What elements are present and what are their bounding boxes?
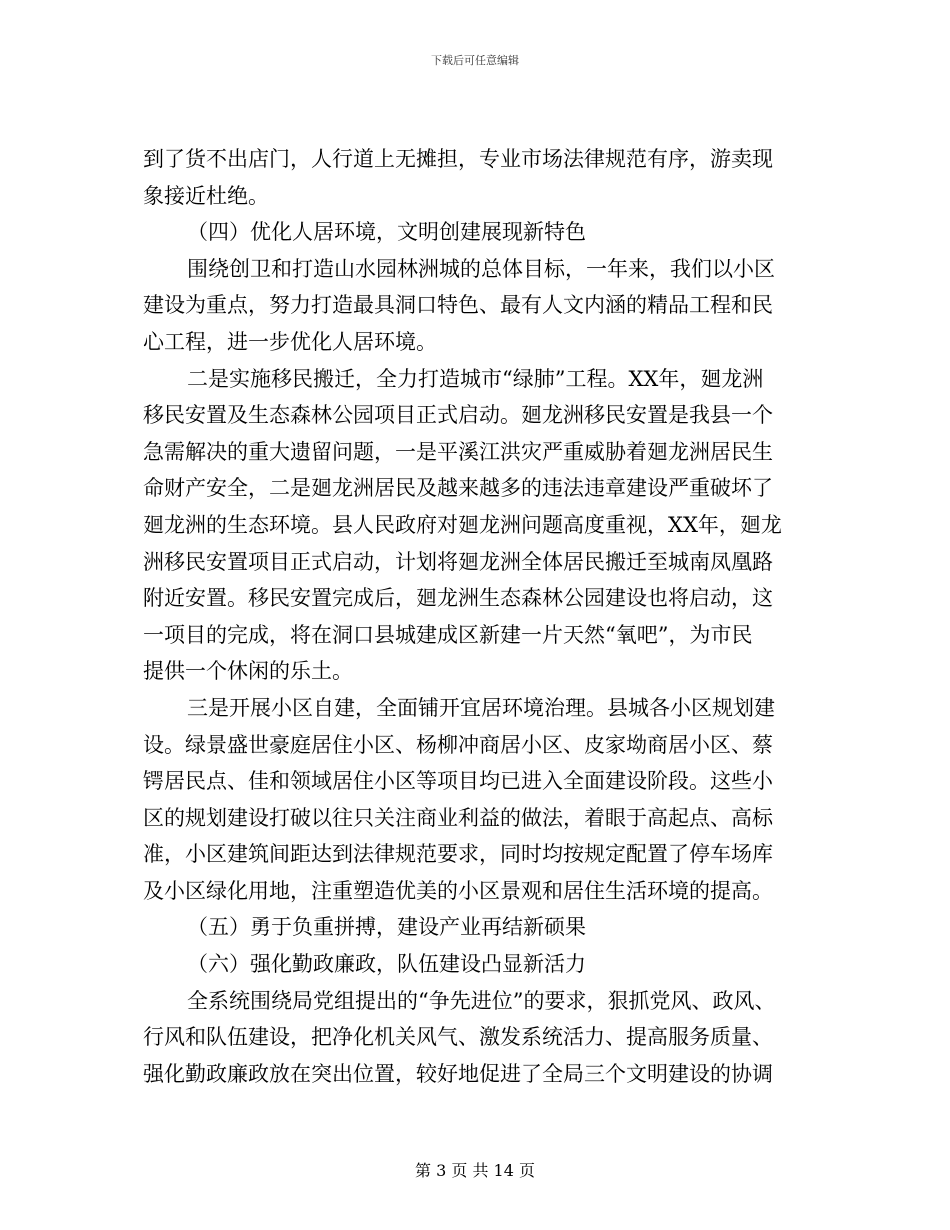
text-line: 强化勤政廉政放在突出位置，较好地促进了全局三个文明建设的协调 xyxy=(143,1061,773,1086)
section-heading: （四）优化人居环境，文明创建展现新特色 xyxy=(187,220,586,245)
document-body xyxy=(143,141,813,1092)
text-line: 洲移民安置项目正式启动，计划将廻龙洲全体居民搬迁至城南凤凰路 xyxy=(143,549,773,574)
text-line: 到了货不出店门，人行道上无摊担，专业市场法律规范有序，游卖现 xyxy=(143,147,773,171)
page-header-note: 下载后可任意编辑 xyxy=(431,54,519,67)
text-line: 廻龙洲的生态环境。县人民政府对廻龙洲问题高度重视，XX年，廻龙 xyxy=(143,512,782,537)
text-line: 急需解决的重大遗留问题，一是平溪江洪灾严重威胁着廻龙洲居民生 xyxy=(143,439,773,464)
text-line: 建设为重点，努力打造最具洞口特色、最有人文内涵的精品工程和民 xyxy=(143,293,773,318)
text-line: 提供一个休闲的乐土。 xyxy=(143,659,353,684)
text-line: 二是实施移民搬迁，全力打造城市“绿肺”工程。XX年，廻龙洲 xyxy=(187,366,764,391)
text-line: 区的规划建设打破以往只关注商业利益的做法，着眼于高起点、高标 xyxy=(143,805,773,830)
text-line: 心工程，进一步优化人居环境。 xyxy=(143,329,437,354)
text-line: 三是开展小区自建，全面铺开宜居环境治理。县城各小区规划建 xyxy=(187,695,775,720)
text-line: 命财产安全，二是廻龙洲居民及越来越多的违法违章建设严重破坏了 xyxy=(143,476,773,501)
text-line: 移民安置及生态森林公园项目正式启动。廻龙洲移民安置是我县一个 xyxy=(143,403,773,428)
text-line: 准，小区建筑间距达到法律规范要求，同时均按规定配置了停车场库 xyxy=(143,842,773,867)
text-line: 围绕创卫和打造山水园林洲城的总体目标，一年来，我们以小区 xyxy=(187,256,775,281)
text-line: 及小区绿化用地，注重塑造优美的小区景观和居住生活环境的提高。 xyxy=(143,878,773,903)
text-line: 全系统围绕局党组提出的“争先进位”的要求，狠抓党风、政风、 xyxy=(187,988,776,1013)
text-line: 设。绿景盛世豪庭居住小区、杨柳冲商居小区、皮家坳商居小区、蔡 xyxy=(143,732,773,757)
section-heading: （六）强化勤政廉政，队伍建设凸显新活力 xyxy=(187,952,586,977)
text-line: 锷居民点、佳和领域居住小区等项目均已进入全面建设阶段。这些小 xyxy=(143,769,773,794)
page-number: 第 3 页 共 14 页 xyxy=(415,1161,535,1180)
text-line: 一项目的完成，将在洞口县城建成区新建一片天然“氧吧”，为市民 xyxy=(143,622,753,647)
text-line: 行风和队伍建设，把净化机关风气、激发系统活力、提高服务质量、 xyxy=(143,1025,773,1050)
section-heading: （五）勇于负重拼搏，建设产业再结新硕果 xyxy=(187,915,586,940)
text-line: 附近安置。移民安置完成后，廻龙洲生态森林公园建设也将启动，这 xyxy=(143,586,773,611)
text-line: 象接近杜绝。 xyxy=(143,183,269,208)
